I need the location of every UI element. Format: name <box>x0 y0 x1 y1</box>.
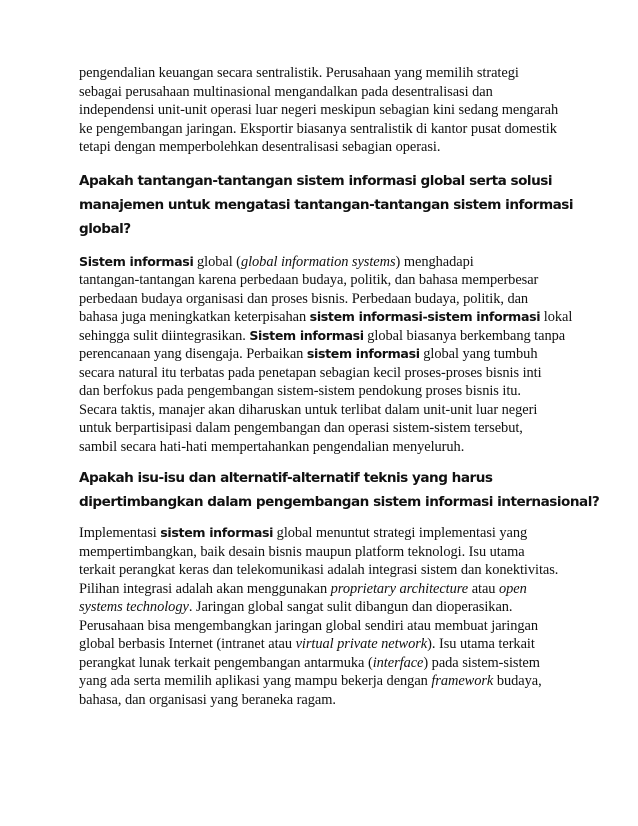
text-run: perangkat lunak terkait pengembangan antarmuka ( <box>79 654 373 671</box>
text-run: ). Isu utama terkait <box>427 636 535 652</box>
text-line <box>79 672 569 691</box>
text-line: tantangan-tantangan karena perbedaan budaya, politik, dan bahasa memperbesar <box>79 272 539 288</box>
text-run: ) menghadapi <box>395 253 474 270</box>
text-line <box>79 580 569 599</box>
text-run: yang ada serta memilih aplikasi yang mampu bekerja dengan <box>79 673 432 689</box>
text-line <box>79 345 569 364</box>
text-run: global menuntut strategi implementasi yang <box>273 525 528 541</box>
text-line: Secara taktis, manajer akan diharuskan untuk terlibat dalam unit-unit luar negeri <box>79 401 538 418</box>
bold-term: sistem informasi <box>306 346 420 361</box>
text-line: perbedaan budaya organisasi dan proses bisnis. Perbedaan budaya, politik, dan <box>79 290 529 307</box>
text-line: Perusahaan bisa mengembangkan jaringan global sendiri atau membuat jaringan <box>79 617 538 634</box>
text-line: terkait perangkat keras dan telekomunikasi adalah integrasi sistem dan konektivitas. <box>79 562 559 578</box>
text-line: bahasa, dan organisasi yang beraneka ragam. <box>79 691 336 708</box>
text-line <box>79 253 569 272</box>
text-line: tetapi dengan memperbolehkan desentralisasi sebagian operasi. <box>79 139 441 155</box>
text-run: global yang tumbuh <box>419 346 538 362</box>
text-line: independensi unit-unit operasi luar negeri meskipun sebagian kini sedang mengarah <box>79 102 559 118</box>
document-page <box>79 64 600 709</box>
italic-term: global information systems <box>240 253 396 270</box>
italic-term: interface <box>372 654 424 671</box>
text-line <box>79 654 569 673</box>
text-run: budaya, <box>493 673 542 689</box>
text-run: global biasanya berkembang tanpa <box>363 327 566 344</box>
heading-line: dipertimbangkan dalam pengembangan sistem informasi internasional? <box>79 494 600 510</box>
italic-term: virtual private network <box>295 636 428 652</box>
text-run: bahasa juga meningkatkan keterpisahan <box>79 309 310 325</box>
bold-term: Sistem informasi <box>249 327 364 343</box>
text-line <box>79 327 569 346</box>
text-line <box>79 524 569 543</box>
text-run: global ( <box>193 253 241 270</box>
text-run: global berbasis Internet (intranet atau <box>79 636 296 652</box>
text-run: Pilihan integrasi adalah akan menggunakan <box>79 580 331 597</box>
text-line <box>79 635 569 654</box>
italic-term: open <box>499 580 527 597</box>
bold-term: Sistem informasi <box>79 253 194 269</box>
paragraph-intro <box>79 64 569 157</box>
text-line <box>79 598 569 617</box>
heading-line: Apakah isu-isu dan alternatif-alternatif teknis yang harus <box>79 470 493 486</box>
bold-term: sistem informasi-sistem informasi <box>309 309 541 324</box>
text-run: atau <box>468 580 500 597</box>
text-line <box>79 308 573 327</box>
heading-line: global? <box>79 220 131 237</box>
text-line: pengendalian keuangan secara sentralistik. Perusahaan yang memilih strategi <box>79 65 519 81</box>
italic-term: systems technology <box>79 599 189 615</box>
text-line: untuk berpartisipasi dalam pengembangan dan operasi sistem-sistem tersebut, <box>79 420 523 436</box>
text-line: mempertimbangkan, baik desain bisnis maupun platform teknologi. Isu utama <box>79 543 525 560</box>
text-line: dan berfokus pada pengembangan sistem-sistem pendokung proses bisnis itu. <box>79 383 521 399</box>
section-heading-technical-issues <box>79 466 600 514</box>
section-heading-challenges <box>79 169 574 241</box>
heading-line: Apakah tantangan-tantangan sistem informasi global serta solusi <box>79 172 553 189</box>
text-run: . Jaringan global sangat sulit dibangun dan dioperasikan. <box>188 599 513 615</box>
text-run: sehingga sulit diintegrasikan. <box>79 327 250 344</box>
paragraph-challenges <box>79 253 573 457</box>
text-run: Implementasi <box>79 525 161 541</box>
text-run: lokal <box>540 309 573 325</box>
text-line: ke pengembangan jaringan. Eksportir biasanya sentralistik di kantor pusat domestik <box>79 120 557 137</box>
text-run: ) pada sistem-sistem <box>423 654 540 671</box>
paragraph-technical-issues <box>79 524 569 709</box>
text-line: sebagai perusahaan multinasional mengandalkan pada desentralisasi dan <box>79 83 493 100</box>
text-line: secara natural itu terbatas pada penetapan sebagian kecil proses-proses bisnis inti <box>79 364 542 381</box>
italic-term: proprietary architecture <box>330 580 469 597</box>
bold-term: sistem informasi <box>160 525 274 540</box>
text-line: sambil secara hati-hati mempertahankan pengendalian menyeluruh. <box>79 438 465 455</box>
italic-term: framework <box>431 673 494 689</box>
text-run: perencanaan yang disengaja. Perbaikan <box>79 346 307 362</box>
heading-line: manajemen untuk mengatasi tantangan-tantangan sistem informasi <box>79 196 574 213</box>
